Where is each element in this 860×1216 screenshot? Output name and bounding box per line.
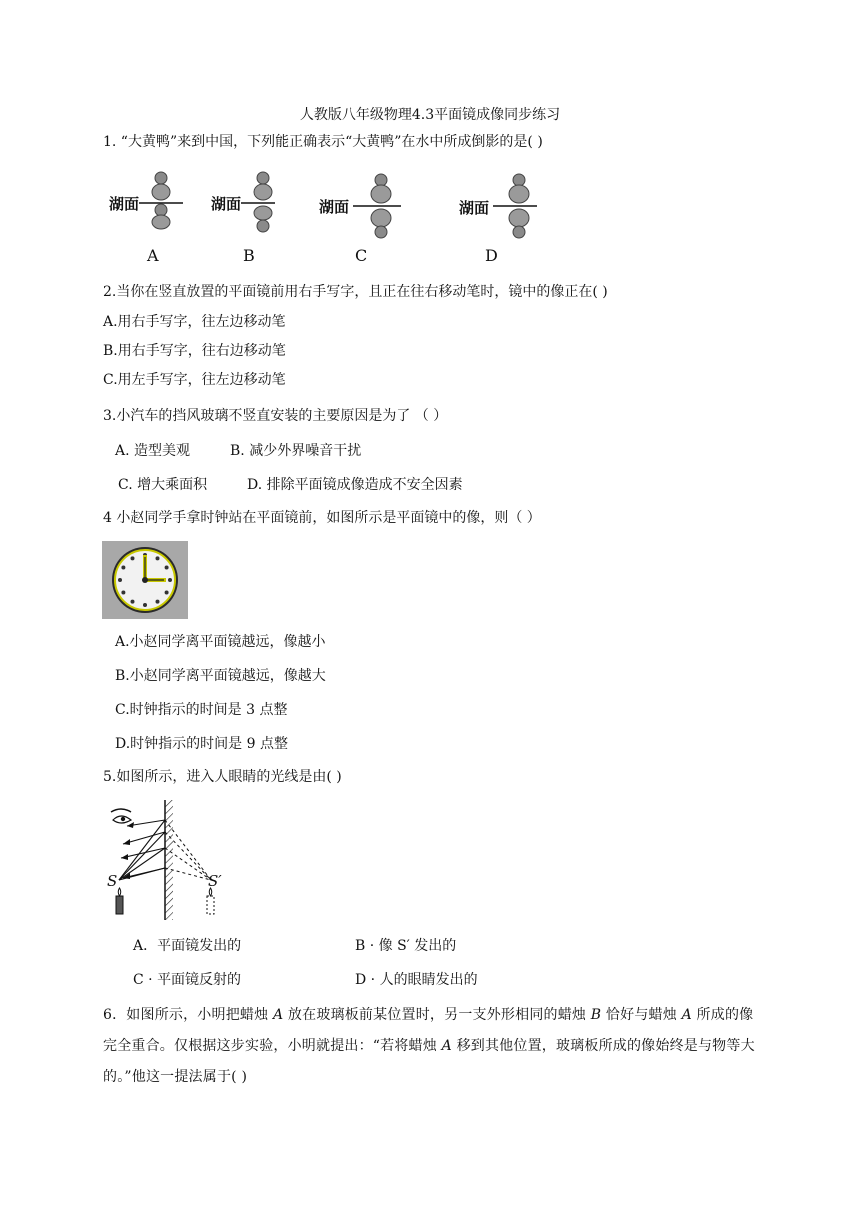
question-4-option-b: B.小赵同学离平面镜越远，像越大: [115, 668, 326, 684]
duck-option-c: [353, 168, 409, 244]
question-3-option-b: B. 减少外界噪音干扰: [230, 443, 362, 459]
option-label-b: B: [243, 246, 255, 265]
question-1-stem: 1. “大黄鸭”来到中国，下列能正确表示“大黄鸭”在水中所成倒影的是( ): [103, 134, 543, 150]
option-label-c: C: [355, 246, 368, 265]
question-1-figure: [103, 166, 563, 266]
question-4-option-a: A.小赵同学离平面镜越远，像越小: [115, 634, 326, 650]
lake-label-a: 湖面: [109, 195, 140, 213]
lake-label-c: 湖面: [319, 198, 350, 216]
question-2-option-a: A.用右手写字，往左边移动笔: [103, 314, 286, 330]
question-5-option-c: C · 平面镜反射的: [133, 972, 242, 988]
question-2-option-b: B.用右手写字，往右边移动笔: [103, 343, 286, 359]
question-3-option-c: C. 增大乘面积: [118, 477, 208, 493]
page-title: 人教版八年级物理4.3平面镜成像同步练习: [299, 107, 561, 123]
mirror-light-figure: [103, 798, 243, 920]
question-5-stem: 5.如图所示，进入人眼睛的光线是由( ): [103, 769, 342, 785]
question-4-option-c: C.时钟指示的时间是 3 点整: [115, 702, 288, 718]
duck-option-d: [493, 168, 549, 244]
option-label-a: A: [147, 246, 159, 265]
question-4-option-d: D.时钟指示的时间是 9 点整: [115, 736, 288, 752]
label-s: S: [107, 872, 118, 890]
lake-label-d: 湖面: [459, 199, 490, 217]
question-3-option-d: D. 排除平面镜成像造成不安全因素: [247, 477, 463, 493]
option-label-d: D: [485, 246, 498, 265]
lake-label-b: 湖面: [211, 195, 242, 213]
question-5-option-b: B · 像 S′ 发出的: [355, 938, 457, 954]
question-2-option-c: C.用左手写字，往左边移动笔: [103, 372, 286, 388]
question-3-stem: 3.小汽车的挡风玻璃不竖直安装的主要原因是为了 （ ）: [103, 408, 448, 424]
mirror-clock-figure: [102, 541, 188, 619]
question-5-option-d: D · 人的眼睛发出的: [355, 972, 478, 988]
question-3-option-a: A. 造型美观: [115, 443, 191, 459]
question-4-stem: 4 小赵同学手拿时钟站在平面镜前，如图所示是平面镜中的像，则（ ）: [103, 510, 541, 526]
duck-option-b: [241, 166, 291, 238]
question-6-stem: 6．如图所示，小明把蜡烛 A 放在玻璃板前某位置时，另一支外形相同的蜡烛 B 恰好与蜡烛 A 所成的像完全重合。仅根据这步实验，小明就提出：“若将蜡烛 A 移到其他位置，玻璃板所成的像始终是与物等大的。”他这一提法属于( ): [103, 1007, 755, 1085]
question-5-option-a: A．平面镜发出的: [133, 938, 242, 954]
question-2-stem: 2.当你在竖直放置的平面镜前用右手写字，且正在往右移动笔时，镜中的像正在( ): [103, 284, 608, 300]
duck-option-a: [139, 166, 189, 238]
label-s-prime: S′: [208, 872, 222, 890]
